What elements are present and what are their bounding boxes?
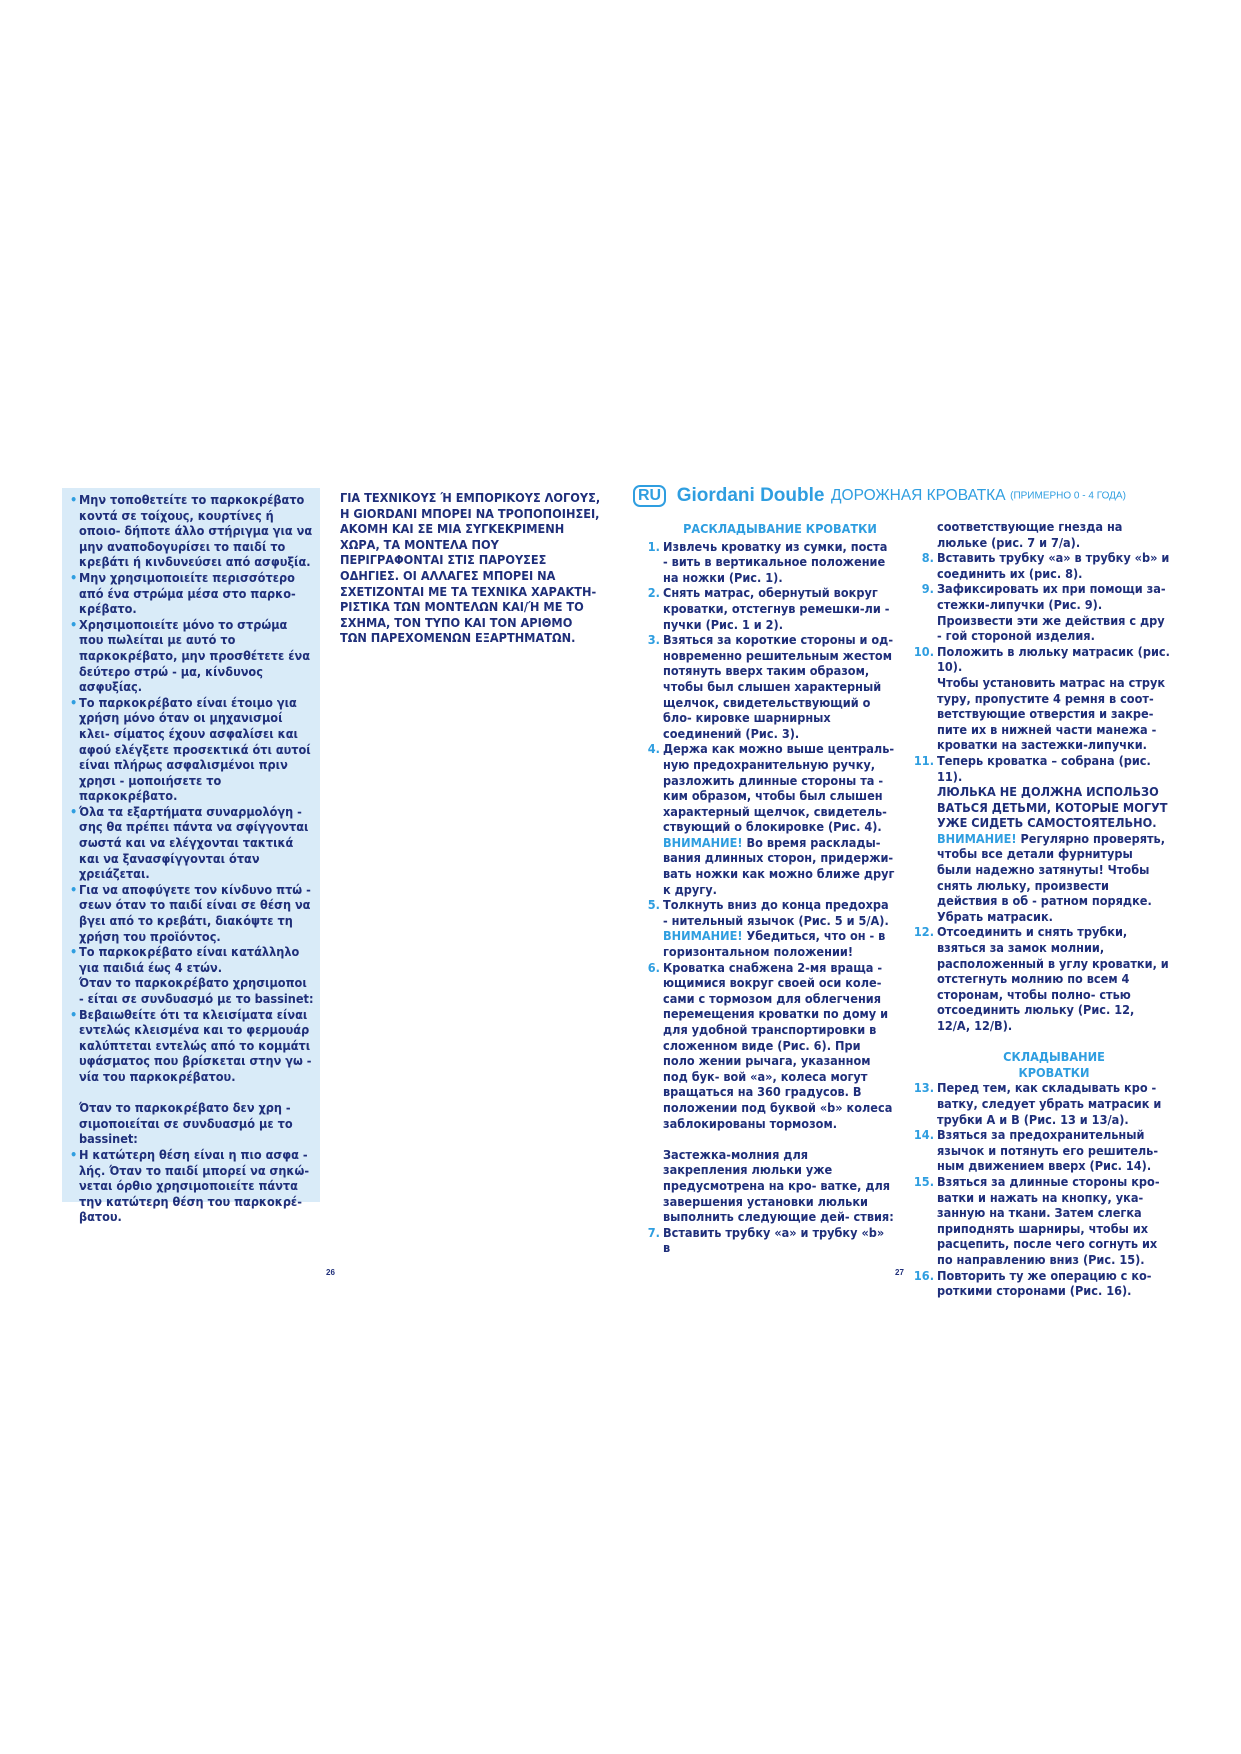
product-subtitle: ДОРОЖНАЯ КРОВАТКА bbox=[831, 487, 1006, 504]
fold-title: СКЛАДЫВАНИЕ КРОВАТКИ bbox=[1003, 1049, 1105, 1080]
step-note: Произвести эти же действия с дру - гой стороной изделия. bbox=[937, 612, 1165, 644]
greek-bullet: • Η κατώτερη θέση είναι η πιο ασφα - λής. Όταν το παιδί μπορεί να σηκώ- νεται όρθιο χρησιμοποιείτε πάντα την κατώτερη θέση του παρκοκρέ- βατου. bbox=[70, 1146, 310, 1225]
page-number-right: 27 bbox=[895, 1268, 904, 1277]
step-item: 16. Повторить ту же операцию с ко- роткими сторонами (Рис. 16). bbox=[913, 1267, 1152, 1299]
greek-bullet: • Το παρκοκρέβατο είναι έτοιμο για χρήση μόνο όταν οι μηχανισμοί κλει- σίματος έχουν ασφαλίσει και αφού ελέγξετε προσεκτικά ότι αυτοί είναι πλήρως ασφαλισμένοι πριν χρησι - μοποιήσετε το παρκοκρέβατο. bbox=[70, 694, 311, 804]
greek-bullet: • Χρησιμοποιείτε μόνο το στρώμα που πωλείται με αυτό το παρκοκρέβατο, μην προσθέτετε ένα δεύτερο στρώ - μα, κίνδυνος ασφυξίας. bbox=[70, 616, 311, 695]
zipper-note: Застежка-молния для закрепления люльки уже предусмотрена на кро- ватке, для завершения установки люльки выполнить следующие дей- ствия: bbox=[663, 1146, 894, 1225]
step-continuation: соответствующие гнезда на люльке (рис. 7 и 7/a). bbox=[937, 519, 1123, 550]
brand-name: Giordani Double bbox=[676, 485, 825, 506]
step-item: 2. Снять матрас, обернутый вокруг кроватки, отстегнув ремешки-ли - пучки (Рис. 1 и 2). bbox=[647, 585, 890, 632]
step-item: 4. Держа как можно выше централь- ную предохранительную ручку, разложить длинные стороны та - ким образом, чтобы был слышен характерный щелчок, свидетель- ствующий о блокировке (Рис. 4). bbox=[647, 741, 895, 835]
ru-column-1 bbox=[645, 521, 895, 1256]
step-item: 12. Отсоединить и снять трубки, взяться за замок молнии, расположенный в углу кроватки, и отстегнуть молнию по всем 4 сторонам, чтобы полно- стью отсоединить люльку (Рис. 12, 12/A, 12/B). bbox=[913, 924, 1169, 1033]
step-item: 1. Извлечь кроватку из сумки, поста - вить в вертикальное положение на ножки (Рис. 1). bbox=[647, 538, 888, 585]
step-item: 5. Толкнуть вниз до конца предохра - нительный язычок (Рис. 5 и 5/A). bbox=[647, 897, 889, 928]
step-caps-warning: ЛЮЛЬКА НЕ ДОЛЖНА ИСПОЛЬЗО ВАТЬСЯ ДЕТЬМИ, КОТОРЫЕ МОГУТ УЖЕ СИДЕТЬ САМОСТОЯТЕЛЬНО. bbox=[937, 784, 1168, 831]
step-note: Чтобы установить матрас на струк туру, пропустите 4 ремня в соот- ветствующие отверстия и закре- пите их в нижней части манежа - кроватки на застежки-липучки. bbox=[937, 674, 1166, 753]
greek-bullet: • Όλα τα εξαρτήματα συναρμολόγη - σης θα πρέπει πάντα να σφίγγονται σωστά και να ελέγχονται τακτικά και να ξανασφίγγονται όταν χρειάζεται. bbox=[70, 803, 309, 882]
greek-bullet: • Μην χρησιμοποιείτε περισσότερο από ένα στρώμα μέσα στο παρκο- κρέβατο. bbox=[70, 569, 296, 617]
greek-safety-panel bbox=[62, 488, 320, 1225]
step-item: 8. Вставить трубку «a» в трубку «b» и соединить их (рис. 8). bbox=[921, 550, 1170, 581]
greek-bullet: • Το παρκοκρέβατο είναι κατάλληλο για παιδιά έως 4 ετών. bbox=[70, 944, 300, 975]
step-warning: ВНИМАНИЕ! Регулярно проверять, чтобы все детали фурнитуры были надежно затянуты! Чтобы снять люльку, произвести действия в об - ратном порядке. Убрать матрасик. bbox=[937, 830, 1166, 924]
ru-column-2 bbox=[908, 521, 1170, 1299]
greek-bullet: • Μην τοποθετείτε το παρκοκρέβατο κοντά σε τοίχους, κουρτίνες ή οποιο- δήποτε άλλο στήριγμα για να μην αναποδογυρίσει το παιδί το κρεβάτι ή κινδυνεύσει από ασφυξία. bbox=[70, 492, 313, 570]
ru-section-heading bbox=[633, 485, 1193, 511]
step-item: 6. Кроватка снабжена 2-мя враща - ющимися вокруг своей оси коле- сами с тормозом для облегчения перемещения кроватки по дому и для удобной транспортировки в сложенном виде (Рис. 6). При поло жении рычага, указанном под бук- вой «a», колеса могут вращаться на 360 градусов. В положении под буквой «b» колеса заблокированы тормозом. bbox=[647, 959, 893, 1131]
greek-not-bassinet-para: Όταν το παρκοκρέβατο δεν χρη - σιμοποιείται σε συνδυασμό με το bassinet: bbox=[79, 1100, 293, 1147]
greek-technical-notice: ΓΙΑ ΤΕΧΝΙΚΟΥΣ Ή ΕΜΠΟΡΙΚΟΥΣ ΛΟΓΟΥΣ, Η GIORDANI ΜΠΟΡΕΙ ΝΑ ΤΡΟΠΟΠΟΙΗΣΕΙ, ΑΚΟΜΗ ΚΑΙ ΣΕ ΜΙΑ ΣΥΓΚΕΚΡΙΜΕΝΗ ΧΩΡΑ, ΤΑ ΜΟΝΤΕΛΑ ΠΟΥ ΠΕΡΙΓΡΑΦΟΝΤΑΙ ΣΤΙΣ ΠΑΡΟΥΣΕΣ ΟΔΗΓΙΕΣ. ΟΙ ΑΛΛΑΓΕΣ ΜΠΟΡΕΙ ΝΑ ΣΧΕΤΙΖΟΝΤΑΙ ΜΕ ΤΑ ΤΕΧΝΙΚΑ ΧΑΡΑΚΤΗ- ΡΙΣΤΙΚΑ ΤΩΝ ΜΟΝΤΕΛΩΝ ΚΑΙ/Ή ΜΕ ΤΟ ΣΧΗΜΑ, ΤΟΝ ΤΥΠΟ ΚΑΙ ΤΟΝ ΑΡΙΘΜΟ ΤΩΝ ΠΑΡΕΧΟΜΕΝΩΝ ΕΞΑΡΤΗΜΑΤΩΝ. bbox=[340, 490, 601, 646]
language-badge: RU bbox=[633, 485, 666, 507]
greek-bullet: • Βεβαιωθείτε ότι τα κλεισίματα είναι εντελώς κλεισμένα και το φερμουάρ καλύπτεται εντελώς από το κομμάτι υφάσματος που βρίσκεται στην γω - νία του παρκοκρέβατου. bbox=[70, 1006, 312, 1084]
step-item: 10. Положить в люльку матрасик (рис. 10). bbox=[913, 643, 1170, 675]
step-item: 13. Перед тем, как складывать кро - ватку, следует убрать матрасик и трубки A и B (Рис. 13 и 13/a). bbox=[913, 1080, 1162, 1127]
step-warning: ВНИМАНИЕ! Во время расклады- вания длинных сторон, придержи- вать ножки как можно ближе друг к другу. bbox=[663, 834, 895, 897]
greek-bullet: • Για να αποφύγετε τον κίνδυνο πτώ - σεων όταν το παιδί είναι σε θέση να βγει από το κρεβάτι, διακόψτε τη χρήση του προϊόντος. bbox=[70, 881, 311, 944]
step-item: 9. Зафиксировать их при помощи за- стежки-липучки (Рис. 9). bbox=[921, 581, 1166, 612]
step-item: 3. Взяться за короткие стороны и од- новременно решительным жестом потянуть вверх таким образом, чтобы был слышен характерный щелчок, свидетельствующий о бло- кировке шарнирных соединений (Рис. 3). bbox=[647, 632, 894, 741]
page-number-left: 26 bbox=[326, 1268, 335, 1277]
step-item: 15. Взяться за длинные стороны кро- ватки и нажать на кнопку, ука- занную на ткани. Затем слегка приподнять шарниры, чтобы их расцепить, после чего согнуть их по направлению вниз (Рис. 15). bbox=[913, 1173, 1160, 1267]
unfold-title: РАСКЛАДЫВАНИЕ КРОВАТКИ bbox=[683, 521, 877, 536]
step-item: 14. Взяться за предохранительный язычок и потянуть его решитель- ным движением вверх (Рис. 14). bbox=[913, 1127, 1159, 1174]
step-warning: ВНИМАНИЕ! Убедиться, что он - в горизонтальном положении! bbox=[663, 928, 886, 960]
age-range: (ПРИМЕРНО 0 - 4 ГОДА) bbox=[1010, 490, 1126, 502]
step-item: 11. Теперь кроватка – собрана (рис. 11). bbox=[913, 752, 1151, 784]
greek-bassinet-para: Όταν το παρκοκρέβατο χρησιμοποι - είται σε συνδυασμό με το bassinet: bbox=[79, 975, 314, 1006]
step-item: 7. Вставить трубку «a» и трубку «b» в bbox=[647, 1224, 885, 1256]
